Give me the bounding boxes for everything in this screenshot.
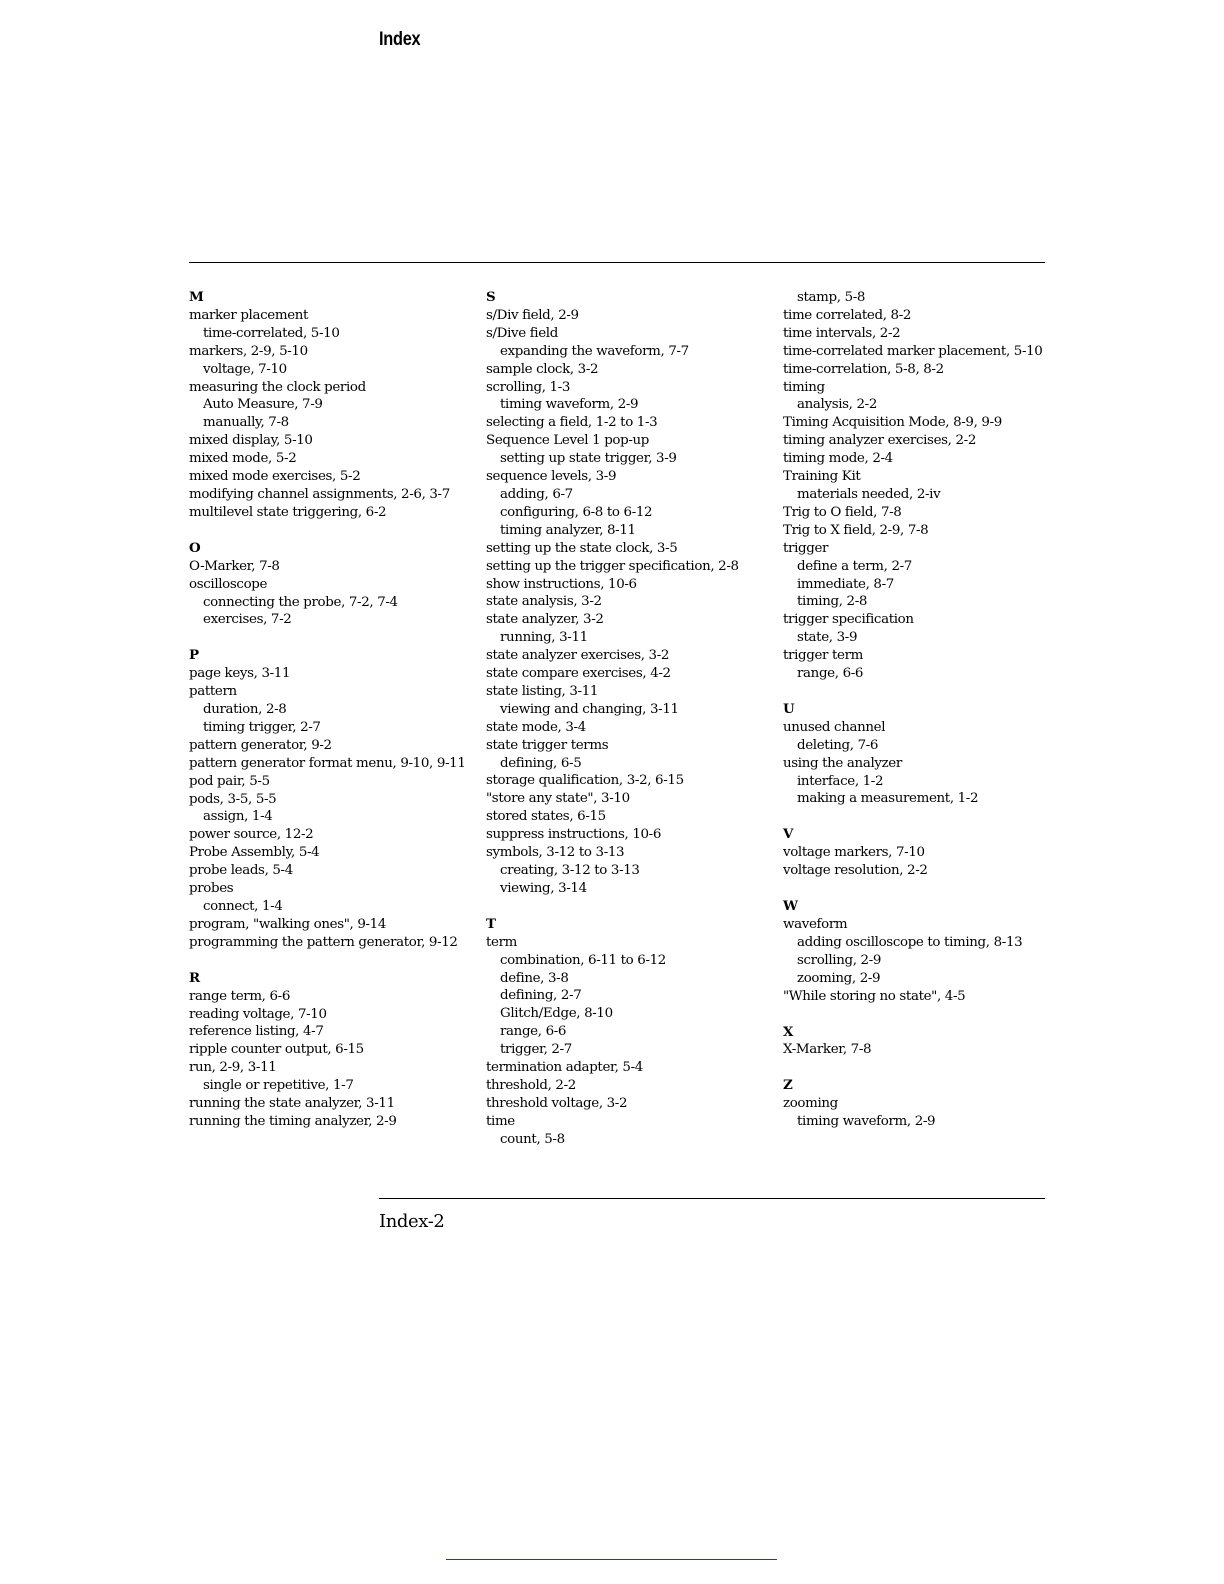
index-letter-heading: O	[189, 539, 201, 556]
index-subentry: timing analyzer, 8-11	[500, 522, 636, 538]
index-entry: pattern	[189, 684, 237, 700]
index-entry: pods, 3-5, 5-5	[189, 791, 277, 807]
index-entry: ripple counter output, 6-15	[189, 1042, 364, 1058]
index-subentry: combination, 6-11 to 6-12	[500, 952, 666, 968]
index-entry: "store any state", 3-10	[486, 791, 630, 807]
index-subentry: adding, 6-7	[500, 486, 573, 502]
index-entry: selecting a field, 1-2 to 1-3	[486, 415, 658, 431]
index-entry: timing	[783, 379, 825, 395]
index-subentry: timing trigger, 2-7	[203, 719, 321, 735]
index-entry: scrolling, 1-3	[486, 379, 571, 395]
index-entry: s/Dive field	[486, 325, 558, 341]
index-entry: probe leads, 5-4	[189, 863, 293, 879]
index-entry: state mode, 3-4	[486, 719, 586, 735]
index-entry: mixed display, 5-10	[189, 433, 313, 449]
index-entry: pod pair, 5-5	[189, 773, 270, 789]
index-entry: time intervals, 2-2	[783, 325, 901, 341]
index-letter-heading: Z	[783, 1077, 793, 1094]
index-entry: oscilloscope	[189, 576, 268, 592]
index-letter-heading: U	[783, 700, 795, 717]
index-subentry: viewing and changing, 3-11	[500, 701, 679, 717]
index-subentry: materials needed, 2-iv	[797, 486, 941, 502]
index-spacer	[189, 522, 466, 540]
index-entry: run, 2-9, 3-11	[189, 1060, 277, 1076]
index-entry: state listing, 3-11	[486, 683, 599, 699]
index-entry: voltage resolution, 2-2	[783, 863, 928, 879]
index-subentry: connect, 1-4	[203, 899, 283, 914]
index-column-1	[189, 289, 466, 1131]
index-subentry: viewing, 3-14	[500, 880, 587, 896]
index-entry: pattern generator format menu, 9-10, 9-11	[189, 755, 466, 771]
index-entry: threshold voltage, 3-2	[486, 1095, 628, 1111]
index-entry: sequence levels, 3-9	[486, 469, 617, 485]
index-entry: trigger specification	[783, 612, 914, 628]
index-entry: state trigger terms	[486, 737, 609, 753]
index-subentry: stamp, 5-8	[797, 290, 866, 305]
index-entry: state analysis, 3-2	[486, 594, 602, 610]
index-spacer	[783, 808, 1042, 826]
index-subentry: connecting the probe, 7-2, 7-4	[203, 594, 398, 610]
index-spacer	[783, 683, 1042, 701]
index-entry: reading voltage, 7-10	[189, 1006, 327, 1022]
index-subentry: defining, 2-7	[500, 988, 582, 1004]
index-entry: Trig to X field, 2-9, 7-8	[783, 522, 929, 538]
index-subentry: timing, 2-8	[797, 594, 868, 610]
index-entry: state analyzer exercises, 3-2	[486, 648, 670, 664]
index-subentry: making a measurement, 1-2	[797, 791, 979, 807]
index-entry: running the state analyzer, 3-11	[189, 1096, 395, 1112]
index-subentry: immediate, 8-7	[797, 576, 894, 592]
index-entry: Trig to O field, 7-8	[783, 504, 902, 520]
index-entry: "While storing no state", 4-5	[783, 988, 966, 1004]
index-entry: power source, 12-2	[189, 827, 314, 843]
index-spacer	[783, 1059, 1042, 1077]
index-entry: program, "walking ones", 9-14	[189, 916, 387, 932]
index-letter-heading: W	[783, 898, 798, 915]
index-entry: unused channel	[783, 719, 886, 735]
index-subentry: define, 3-8	[500, 970, 569, 986]
index-entry: time-correlation, 5-8, 8-2	[783, 361, 944, 377]
index-subentry: configuring, 6-8 to 6-12	[500, 504, 653, 520]
index-subentry: voltage, 7-10	[203, 361, 287, 377]
index-entry: term	[486, 934, 518, 950]
index-entry: marker placement	[189, 307, 309, 323]
index-subentry: defining, 6-5	[500, 755, 582, 771]
index-subentry: creating, 3-12 to 3-13	[500, 863, 640, 878]
index-subentry: duration, 2-8	[203, 702, 287, 718]
index-entry: suppress instructions, 10-6	[486, 827, 662, 843]
index-spacer	[189, 952, 466, 970]
index-subentry: exercises, 7-2	[203, 612, 292, 628]
index-subentry: interface, 1-2	[797, 773, 884, 789]
index-subentry: range, 6-6	[500, 1024, 567, 1040]
index-entry: sample clock, 3-2	[486, 361, 599, 377]
index-subentry: Glitch/Edge, 8-10	[500, 1006, 613, 1022]
index-entry: modifying channel assignments, 2-6, 3-7	[189, 486, 450, 502]
index-subentry: assign, 1-4	[203, 809, 273, 825]
index-subentry: running, 3-11	[500, 630, 588, 646]
index-spacer	[189, 629, 466, 647]
index-entry: timing mode, 2-4	[783, 451, 893, 467]
index-spacer	[783, 880, 1042, 898]
index-subentry: trigger, 2-7	[500, 1042, 572, 1058]
header-rule	[189, 262, 1045, 263]
index-entry: pattern generator, 9-2	[189, 737, 332, 753]
index-entry: markers, 2-9, 5-10	[189, 343, 308, 359]
index-entry: s/Div field, 2-9	[486, 307, 579, 323]
index-subentry: adding oscilloscope to timing, 8-13	[797, 934, 1023, 950]
index-entry: trigger term	[783, 648, 863, 664]
index-subentry: zooming, 2-9	[797, 970, 881, 986]
index-entry: timing analyzer exercises, 2-2	[783, 433, 977, 449]
index-subentry: timing waveform, 2-9	[797, 1114, 936, 1130]
index-entry: time correlated, 8-2	[783, 307, 912, 323]
index-subentry: deleting, 7-6	[797, 737, 879, 753]
index-entry: reference listing, 4-7	[189, 1024, 324, 1040]
index-entry: X-Marker, 7-8	[783, 1042, 872, 1058]
index-subentry: Auto Measure, 7-9	[203, 397, 323, 413]
index-entry: page keys, 3-11	[189, 666, 291, 682]
index-entry: Sequence Level 1 pop-up	[486, 433, 650, 449]
footer-rule	[379, 1198, 1045, 1199]
index-subentry: time-correlated, 5-10	[203, 325, 340, 341]
index-entry: time-correlated marker placement, 5-10	[783, 343, 1043, 359]
index-entry: Probe Assembly, 5-4	[189, 845, 320, 861]
index-letter-heading: X	[783, 1023, 794, 1040]
index-entry: Timing Acquisition Mode, 8-9, 9-9	[783, 415, 1002, 431]
index-entry: threshold, 2-2	[486, 1077, 576, 1093]
index-subentry: setting up state trigger, 3-9	[500, 451, 677, 467]
index-entry: multilevel state triggering, 6-2	[189, 504, 387, 520]
index-entry: storage qualification, 3-2, 6-15	[486, 773, 684, 789]
index-entry: programming the pattern generator, 9-12	[189, 934, 458, 950]
index-entry: probes	[189, 881, 234, 897]
index-entry: trigger	[783, 540, 829, 556]
index-entry: mixed mode, 5-2	[189, 451, 297, 467]
index-entry: running the timing analyzer, 2-9	[189, 1113, 397, 1129]
index-entry: range term, 6-6	[189, 988, 290, 1004]
index-subentry: single or repetitive, 1-7	[203, 1078, 354, 1094]
index-letter-heading: S	[486, 289, 496, 305]
index-entry: O-Marker, 7-8	[189, 558, 280, 574]
index-entry: mixed mode exercises, 5-2	[189, 469, 361, 485]
running-head-title: Index	[379, 29, 421, 50]
index-subentry: define a term, 2-7	[797, 558, 912, 574]
index-letter-heading: V	[783, 826, 794, 843]
index-subentry: expanding the waveform, 7-7	[500, 343, 689, 359]
index-entry: voltage markers, 7-10	[783, 845, 925, 861]
index-entry: using the analyzer	[783, 755, 902, 771]
index-entry: state compare exercises, 4-2	[486, 666, 671, 682]
index-subentry: range, 6-6	[797, 666, 864, 682]
index-letter-heading: M	[189, 289, 204, 305]
index-letter-heading: P	[189, 647, 199, 664]
index-entry: measuring the clock period	[189, 379, 366, 395]
index-entry: show instructions, 10-6	[486, 576, 637, 592]
index-letter-heading: T	[486, 915, 496, 932]
index-entry: setting up the trigger specification, 2-8	[486, 558, 739, 574]
link-underline	[446, 1559, 777, 1560]
index-subentry: state, 3-9	[797, 630, 858, 646]
index-letter-heading: R	[189, 969, 200, 986]
index-entry: zooming	[783, 1096, 838, 1112]
index-spacer	[486, 898, 739, 916]
index-entry: setting up the state clock, 3-5	[486, 540, 678, 556]
index-entry: waveform	[783, 917, 848, 932]
index-column-3	[783, 289, 1042, 1131]
index-entry: termination adapter, 5-4	[486, 1060, 643, 1076]
index-column-2	[486, 289, 739, 1149]
index-subentry: scrolling, 2-9	[797, 952, 882, 968]
index-entry: stored states, 6-15	[486, 809, 606, 825]
index-subentry: timing waveform, 2-9	[500, 397, 639, 413]
index-entry: Training Kit	[783, 469, 861, 485]
index-subentry: manually, 7-8	[203, 415, 289, 431]
index-entry: symbols, 3-12 to 3-13	[486, 845, 625, 861]
index-subentry: analysis, 2-2	[797, 397, 877, 413]
index-entry: time	[486, 1113, 515, 1129]
page-number: Index-2	[379, 1211, 445, 1232]
index-entry: state analyzer, 3-2	[486, 612, 604, 628]
index-subentry: count, 5-8	[500, 1131, 565, 1147]
index-spacer	[783, 1006, 1042, 1024]
